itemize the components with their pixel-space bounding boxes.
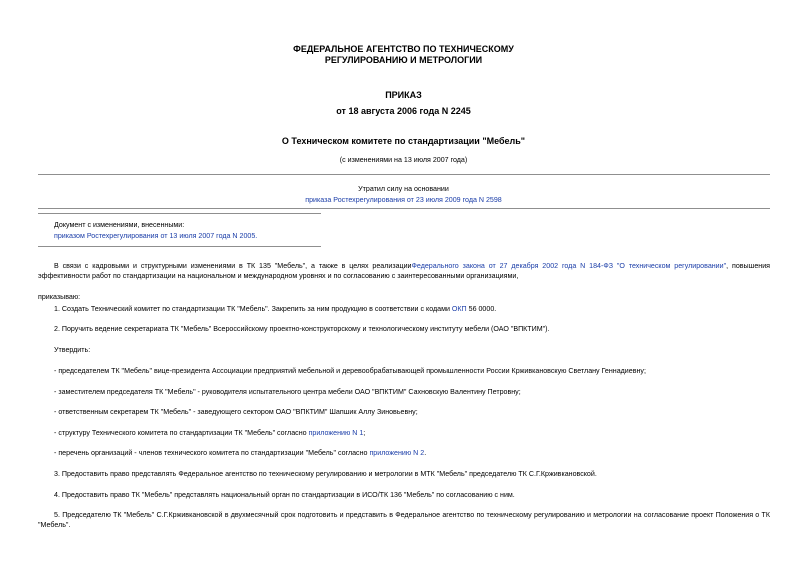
changes-box-top-rule — [38, 213, 321, 214]
repeal-order-link[interactable]: приказа Ростехрегулирования от 23 июля 2009 года N 2598 — [305, 196, 502, 204]
divider — [38, 174, 770, 175]
okp-link[interactable]: ОКП — [451, 305, 467, 313]
paragraph-4: 4. Предоставить право ТК "Мебель" представлять национальный орган по стандартизации в ИСО/ТК 136 "Мебель" по согласованию с ним. — [54, 491, 515, 499]
structure-text: - структуру Технического комитета по стандартизации ТК "Мебель" согласно — [54, 429, 307, 437]
changes-box-link-line — [54, 231, 257, 241]
p1-text-start: 1. Создать Технический комитет по стандартизации ТК "Мебель". Закрепить за ним продукцию в соответствии с кодами — [54, 305, 450, 313]
members-text-end: . — [424, 449, 427, 457]
members-text: - перечень организаций - членов технического комитета по стандартизации "Мебель" согласно — [54, 449, 368, 457]
status-link-line — [0, 195, 807, 205]
changes-box-bottom-rule — [38, 246, 321, 247]
changes-box-text: Документ с изменениями, внесенными: — [54, 221, 185, 229]
divider — [38, 208, 770, 209]
status-text: Утратил силу на основании — [358, 185, 449, 193]
appendix-2-link[interactable]: приложению N 2 — [369, 449, 425, 457]
structure-text-end: ; — [363, 429, 366, 437]
agency-name-line1: ФЕДЕРАЛЬНОЕ АГЕНТСТВО ПО ТЕХНИЧЕСКОМУ — [293, 44, 514, 54]
intro-text-start: В связи с кадровыми и структурными изменениями в ТК 135 "Мебель", а также в целях реализации — [54, 262, 412, 270]
intro-paragraph — [38, 261, 770, 281]
list-item-secretary: - ответственным секретарем ТК "Мебель" - заведующего сектором ОАО "ВПКТИМ" Шапшик Аллу Зиновьевну; — [54, 408, 418, 416]
intro-text-end: , повышения эффективности работ по стандартизации на национальном и международном уровнях и по согласованию с заинтересованными организациями, — [38, 262, 770, 280]
list-item-structure — [54, 428, 770, 438]
order-word: приказываю: — [38, 293, 81, 301]
list-item-deputy: - заместителем председателя ТК "Мебель" - руководителя испытательного центра мебели ОАО "ВПКТИМ" Сахновскую Валентину Петровну; — [54, 388, 521, 396]
paragraph-3: 3. Предоставить право представлять Федеральное агентство по техническому регулированию и метрологии в МТК "Мебель" председателю ТК С.Г.Крживкановской. — [54, 470, 597, 478]
approve-heading: Утвердить: — [54, 346, 91, 354]
doc-changes-note: (с изменениями на 13 июля 2007 года) — [339, 156, 468, 164]
paragraph-2: 2. Поручить ведение секретариата ТК "Мебель" Всероссийскому проектно-конструкторскому и технологическому институту мебели (ОАО "ВПКТИМ"). — [54, 325, 550, 333]
list-item-members — [54, 448, 770, 458]
p1-text-end: 56 0000. — [466, 305, 497, 313]
paragraph-1 — [38, 304, 770, 314]
federal-law-link[interactable]: Федерального закона от 27 декабря 2002 года N 184-ФЗ "О техническом регулировании" — [411, 262, 727, 270]
agency-name-line2: РЕГУЛИРОВАНИЮ И МЕТРОЛОГИИ — [324, 55, 483, 65]
list-item-chair: - председателем ТК "Мебель" вице-президента Ассоциации предприятий мебельной и деревообрабатывающей промышленности России Крживкановскую Светлану Геннадиевну; — [54, 367, 646, 375]
doc-title: О Техническом комитете по стандартизации "Мебель" — [281, 136, 526, 146]
amending-order-link[interactable]: приказом Ростехрегулирования от 13 июля 2007 года N 2005. — [54, 232, 258, 240]
doc-date: от 18 августа 2006 года N 2245 — [336, 106, 471, 116]
appendix-1-link[interactable]: приложению N 1 — [308, 429, 364, 437]
doc-type: ПРИКАЗ — [385, 90, 422, 100]
paragraph-5: 5. Председателю ТК "Мебель" С.Г.Крживкановской в двухмесячный срок подготовить и представить в Федеральное агентство по техническому регулированию и метрологии на согласование проект Положения о ТК "Мебель". — [38, 511, 770, 529]
